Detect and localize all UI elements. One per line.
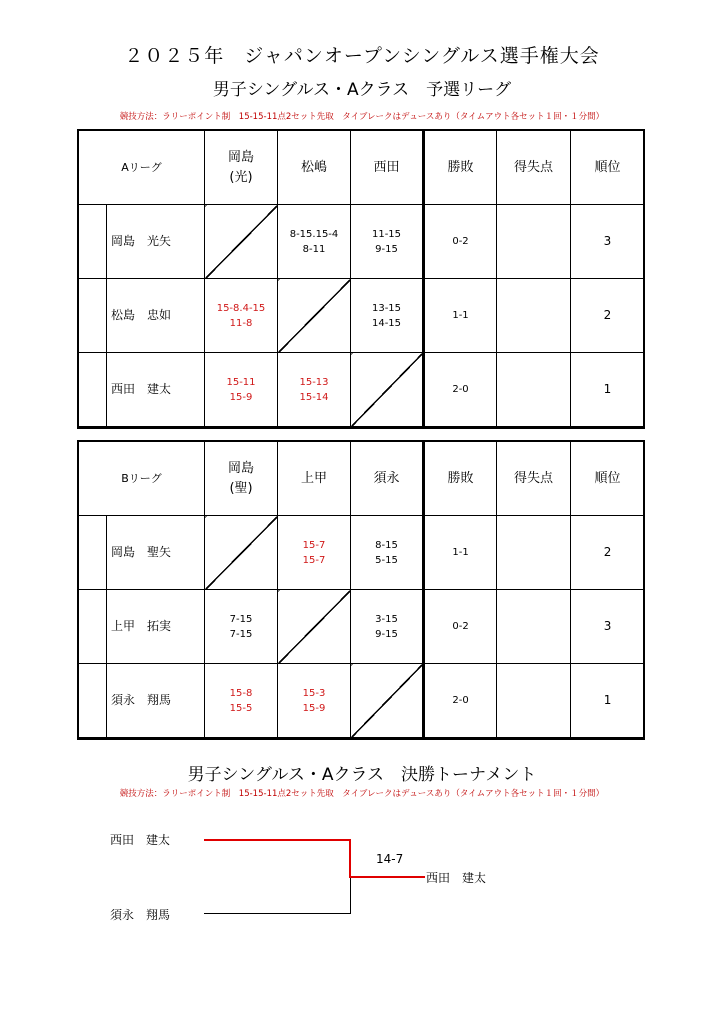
league-a-opponent-3: 西田 [351, 131, 424, 205]
league-b-name: Bリーグ [79, 442, 205, 516]
league-a-opponent-1: 岡島 (光) [205, 131, 278, 205]
league-b-rank-2: 3 [571, 590, 645, 664]
league-b-rank-3: 1 [571, 664, 645, 738]
league-b-rank-1: 2 [571, 516, 645, 590]
bracket-line-winner [349, 876, 425, 878]
league-b-player-3: 須永 翔馬 [107, 664, 205, 738]
league-a-opponent-2: 松嶋 [278, 131, 351, 205]
tournament-rules: 競技方法：ラリーポイント制 15-15-11点2セット先取 タイブレークはデュースあり（タイムアウト各セット１回・１分間） [119, 789, 605, 799]
league-b-record-header: 勝敗 [424, 442, 497, 516]
league-b-score-2-3: 3-15 9-15 [351, 590, 424, 664]
league-a-table [78, 130, 645, 427]
league-a-player-1: 岡島 光矢 [107, 205, 205, 279]
bracket-winner: 西田 建太 [426, 871, 487, 885]
league-rules: 競技方法：ラリーポイント制 15-15-11点2セット先取 タイブレークはデュースあり（タイムアウト各セット１回・１分間） [119, 112, 605, 122]
bracket-line-vertical-upper [349, 839, 351, 878]
league-b-score-3-1: 15-8 15-5 [205, 664, 278, 738]
league-a-points-3 [497, 353, 571, 427]
league-a-rank-header: 順位 [571, 131, 645, 205]
league-b-points-header: 得失点 [497, 442, 571, 516]
league-a-player-3: 西田 建太 [107, 353, 205, 427]
league-b-opponent-1: 岡島 (聖) [205, 442, 278, 516]
league-b-score-1-2: 15-7 15-7 [278, 516, 351, 590]
league-a-score-3-2: 15-13 15-14 [278, 353, 351, 427]
league-a-points-1 [497, 205, 571, 279]
league-b-diagonal-cell [351, 664, 424, 738]
league-b-record-1: 1-1 [424, 516, 497, 590]
league-b-points-2 [497, 590, 571, 664]
bracket-line-vertical-lower [350, 878, 351, 914]
bracket-player-bottom: 須永 翔馬 [110, 908, 171, 922]
bracket-line-bottom [204, 913, 351, 914]
league-a-rank-3: 1 [571, 353, 645, 427]
league-a-record-1: 0-2 [424, 205, 497, 279]
bracket-line-top [204, 839, 351, 841]
league-a-points-header: 得失点 [497, 131, 571, 205]
league-b-points-1 [497, 516, 571, 590]
league-b-score-1-3: 8-15 5-15 [351, 516, 424, 590]
league-a-diagonal-cell [278, 279, 351, 353]
league-b-points-3 [497, 664, 571, 738]
league-a-name: Aリーグ [79, 131, 205, 205]
league-b-opponent-2: 上甲 [278, 442, 351, 516]
league-a-record-2: 1-1 [424, 279, 497, 353]
league-b-diagonal-cell [278, 590, 351, 664]
league-b-player-2: 上甲 拓実 [107, 590, 205, 664]
league-a-score-1-3: 11-15 9-15 [351, 205, 424, 279]
league-a-score-2-3: 13-15 14-15 [351, 279, 424, 353]
league-subtitle: 男子シングルス・Aクラス 予選リーグ [212, 80, 512, 100]
league-b-player-1: 岡島 聖矢 [107, 516, 205, 590]
tournament-subtitle: 男子シングルス・Aクラス 決勝トーナメント [187, 765, 537, 785]
bracket-player-top: 西田 建太 [110, 833, 171, 847]
league-b-rank-header: 順位 [571, 442, 645, 516]
league-a-record-header: 勝敗 [424, 131, 497, 205]
league-b-diagonal-cell [205, 516, 278, 590]
league-b-score-3-2: 15-3 15-9 [278, 664, 351, 738]
league-b-opponent-3: 須永 [351, 442, 424, 516]
league-b-record-2: 0-2 [424, 590, 497, 664]
page-title: ２０２５年 ジャパンオープンシングルス選手権大会 [124, 45, 600, 67]
league-a-points-2 [497, 279, 571, 353]
league-a-score-2-1: 15-8.4-15 11-8 [205, 279, 278, 353]
league-a-diagonal-cell [205, 205, 278, 279]
league-b-score-2-1: 7-15 7-15 [205, 590, 278, 664]
league-a-diagonal-cell [351, 353, 424, 427]
bracket-score: 14-7 [376, 852, 404, 866]
league-a-record-3: 2-0 [424, 353, 497, 427]
league-b-table [78, 441, 645, 738]
league-a-player-2: 松島 忠如 [107, 279, 205, 353]
league-a-score-1-2: 8-15.15-4 8-11 [278, 205, 351, 279]
league-a-score-3-1: 15-11 15-9 [205, 353, 278, 427]
league-b-record-3: 2-0 [424, 664, 497, 738]
league-a-rank-2: 2 [571, 279, 645, 353]
league-a-rank-1: 3 [571, 205, 645, 279]
